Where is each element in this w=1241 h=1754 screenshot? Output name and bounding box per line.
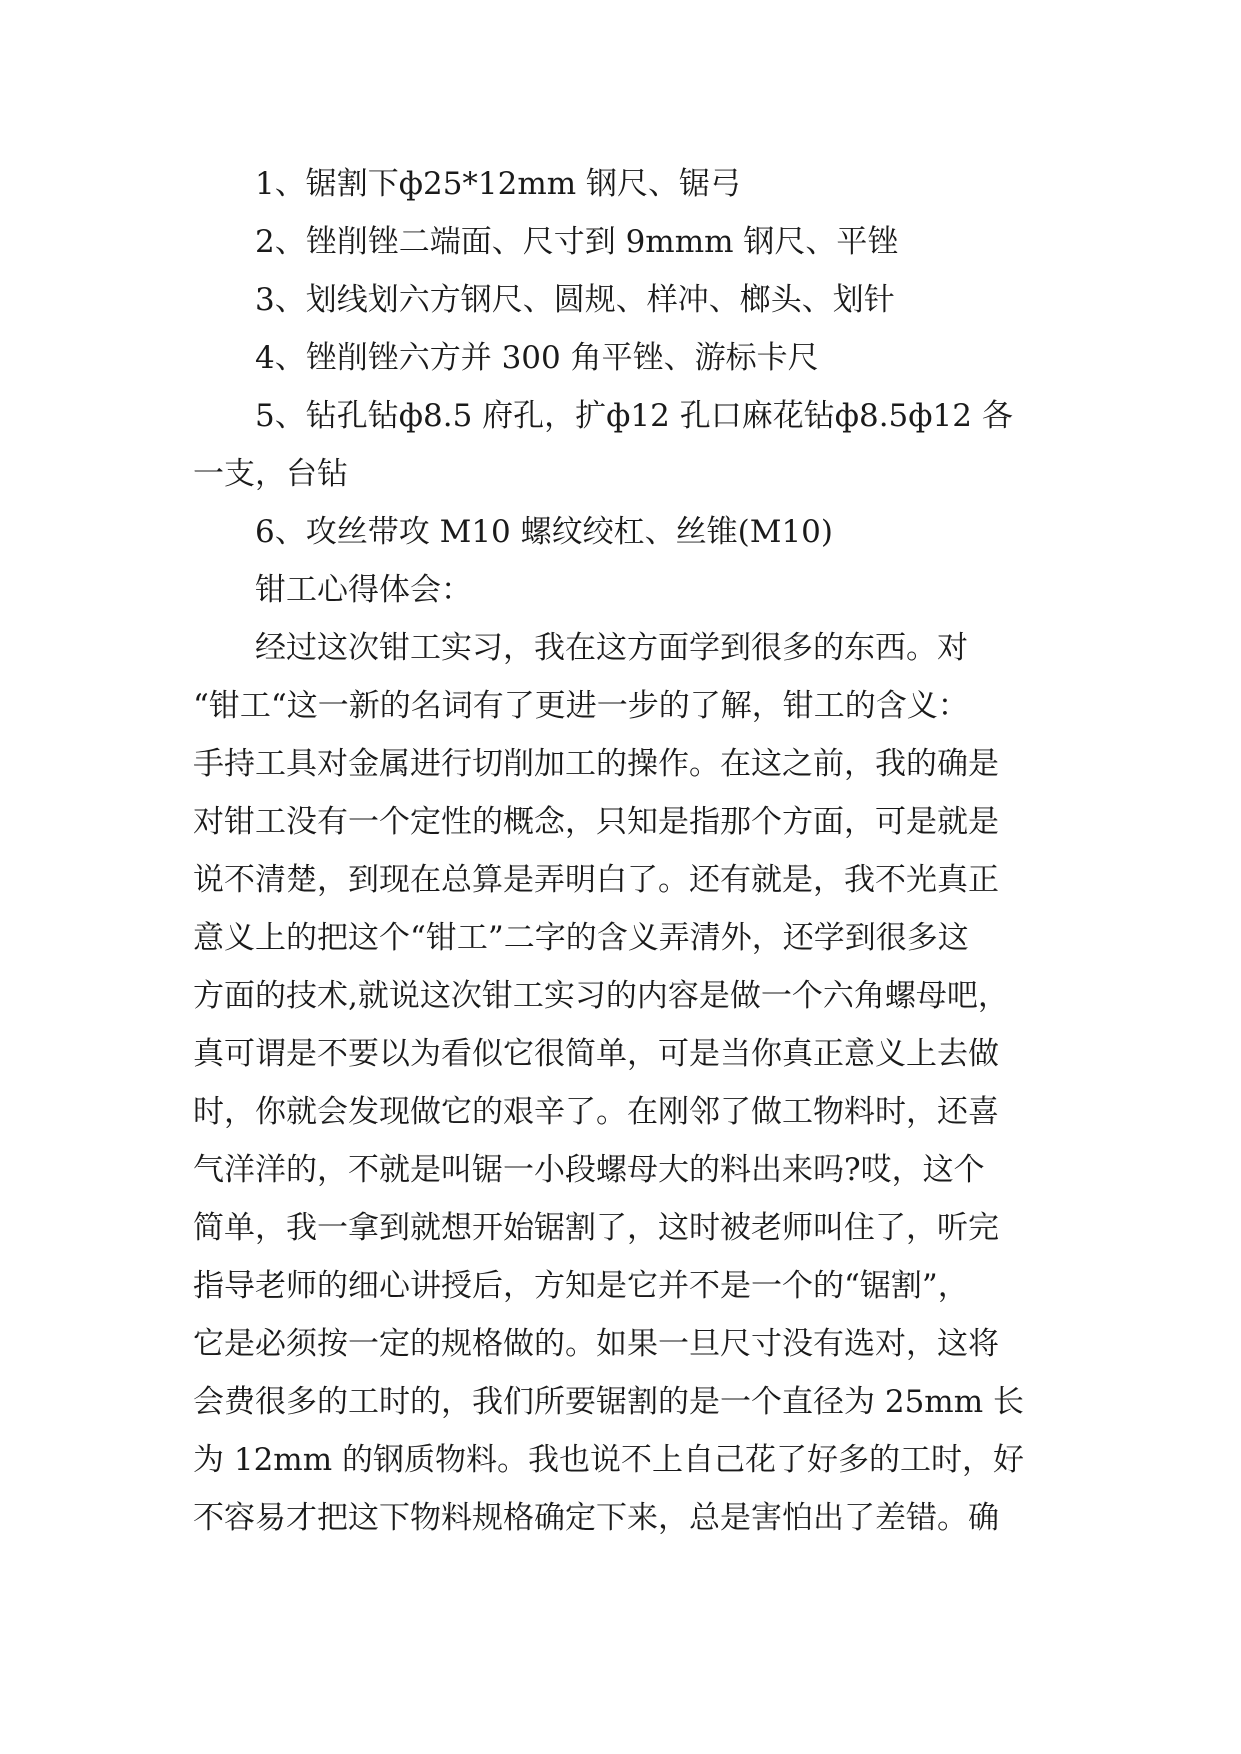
- paragraph-line: 说不清楚，到现在总算是弄明白了。还有就是，我不光真正: [193, 862, 999, 898]
- paragraph-line: 手持工具对金属进行切削加工的操作。在这之前，我的确是: [193, 746, 999, 782]
- step-line-1: 1、锯割下ф25*12mm 钢尺、锯弓: [255, 166, 742, 202]
- paragraph-line: 方面的技术,就说这次钳工实习的内容是做一个六角螺母吧，: [193, 978, 1009, 1014]
- document-body: [193, 155, 1055, 1547]
- section-heading: 钳工心得体会：: [255, 572, 472, 608]
- paragraph-line: 为 12mm 的钢质物料。我也说不上自己花了好多的工时，好: [193, 1442, 1024, 1478]
- paragraph-line: 气洋洋的，不就是叫锯一小段螺母大的料出来吗?哎，这个: [193, 1152, 985, 1188]
- paragraph-line: 真可谓是不要以为看似它很简单，可是当你真正意义上去做: [193, 1036, 999, 1072]
- paragraph-line: 简单，我一拿到就想开始锯割了，这时被老师叫住了，听完: [193, 1210, 999, 1246]
- step-line-4: 4、锉削锉六方并 300 角平锉、游标卡尺: [255, 340, 819, 376]
- step-line-6: 6、攻丝带攻 M10 螺纹绞杠、丝锥(M10): [255, 514, 833, 550]
- step-line-2: 2、锉削锉二端面、尺寸到 9mmm 钢尺、平锉: [255, 224, 899, 260]
- step-line-5-continued: 一支，台钻: [193, 456, 348, 492]
- paragraph-line: 指导老师的细心讲授后，方知是它并不是一个的“锯割”，: [193, 1268, 969, 1304]
- paragraph-line: “钳工“这一新的名词有了更进一步的了解，钳工的含义：: [193, 688, 969, 724]
- step-line-3: 3、划线划六方钢尺、圆规、样冲、榔头、划针: [255, 282, 895, 318]
- paragraph-line: 对钳工没有一个定性的概念，只知是指那个方面，可是就是: [193, 804, 999, 840]
- paragraph-line: 时，你就会发现做它的艰辛了。在刚邻了做工物料时，还喜: [193, 1094, 999, 1130]
- paragraph-line: 会费很多的工时的，我们所要锯割的是一个直径为 25mm 长: [193, 1384, 1024, 1420]
- step-line-5: 5、钻孔钻ф8.5 府孔，扩ф12 孔口麻花钻ф8.5ф12 各: [255, 398, 1013, 434]
- paragraph-line: 不容易才把这下物料规格确定下来，总是害怕出了差错。确: [193, 1500, 999, 1536]
- paragraph-line: 它是必须按一定的规格做的。如果一旦尺寸没有选对，这将: [193, 1326, 999, 1362]
- paragraph-line: 意义上的把这个“钳工”二字的含义弄清外，还学到很多这: [193, 920, 969, 956]
- paragraph-line: 经过这次钳工实习，我在这方面学到很多的东西。对: [255, 630, 968, 666]
